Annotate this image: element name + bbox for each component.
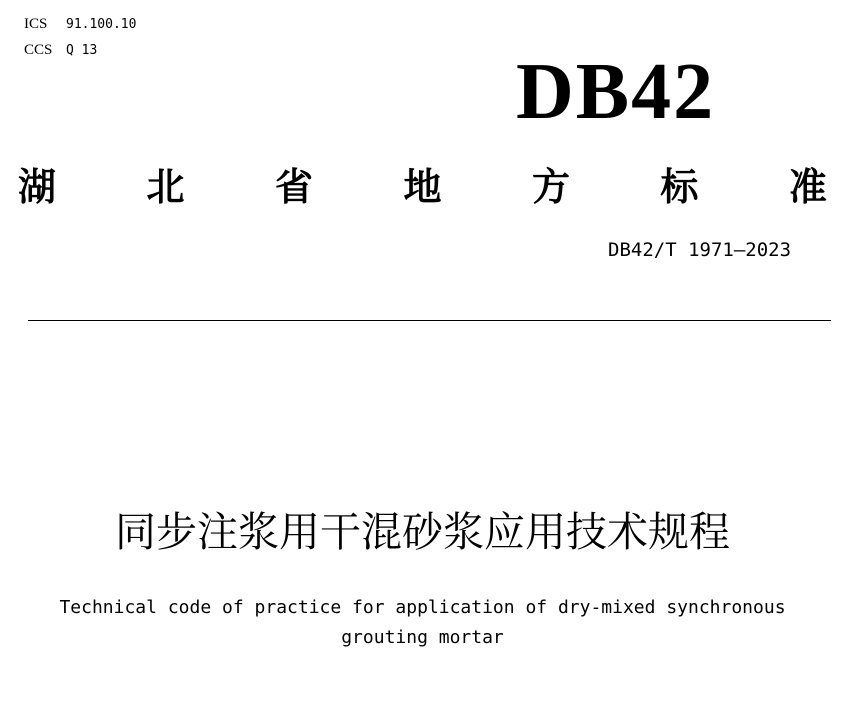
ccs-row	[24, 42, 97, 59]
standard-type-char: 省	[274, 164, 313, 209]
header-divider	[28, 320, 831, 321]
standard-code: DB42	[516, 48, 716, 136]
title-chinese: 同步注浆用干混砂浆应用技术规程	[115, 508, 730, 556]
ccs-value: Q 13	[66, 43, 98, 58]
ics-row	[24, 16, 136, 33]
standard-type-heading	[0, 158, 845, 208]
ics-label: ICS	[24, 16, 48, 32]
standard-type-char: 标	[660, 164, 699, 209]
standard-type-char: 方	[531, 164, 570, 209]
ics-value: 91.100.10	[66, 17, 137, 32]
standard-type-char: 地	[403, 164, 442, 209]
standard-type-char: 准	[788, 164, 827, 209]
title-english	[0, 593, 845, 653]
standard-type-char: 北	[146, 164, 185, 209]
title-english-line-2: grouting mortar	[341, 627, 504, 648]
title-english-line-1: Technical code of practice for application of dry-mixed synchronous	[59, 597, 786, 618]
ccs-label: CCS	[24, 42, 53, 58]
standard-number: DB42/T 1971—2023	[608, 239, 792, 261]
standard-type-char: 湖	[18, 164, 57, 209]
